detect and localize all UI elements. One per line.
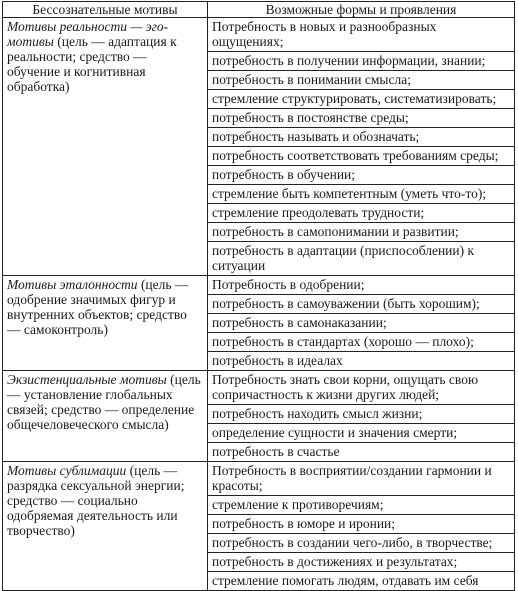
list-item: потребность в получении информации, знании; bbox=[208, 51, 514, 70]
list-item: потребность в адаптации (приспособлении) к ситуации bbox=[208, 241, 514, 275]
table-row bbox=[3, 18, 515, 276]
motive-cell bbox=[3, 462, 208, 591]
list-item: потребность в самоуважении (быть хорошим); bbox=[208, 294, 514, 313]
forms-cell bbox=[208, 462, 515, 591]
list-item: стремление преодолевать трудности; bbox=[208, 203, 514, 222]
motive-name: Мотивы реальности — эго-мотивы bbox=[7, 19, 169, 49]
motive-name: Экзистенциальные мотивы bbox=[7, 372, 167, 387]
list-item: Потребность в восприятии/создании гармонии и красоты; bbox=[212, 463, 492, 493]
list-item: потребность соответствовать требованиям среды; bbox=[208, 146, 514, 165]
header-possible-forms: Возможные формы и проявления bbox=[208, 2, 515, 18]
motive-description: (цель — адаптация к реальности; средство — обучение и когнитивная обработка) bbox=[7, 34, 177, 94]
list-item: стремление помогать людям, отдавать им себя bbox=[208, 571, 514, 590]
list-item: стремление к противоречиям; bbox=[208, 495, 514, 514]
table-row bbox=[3, 371, 515, 462]
motive-cell bbox=[3, 371, 208, 462]
forms-cell bbox=[208, 276, 515, 371]
list-item: потребность в счастье bbox=[208, 442, 514, 461]
list-item: потребность в достижениях и результатах; bbox=[208, 552, 514, 571]
list-item: потребность в юморе и иронии; bbox=[208, 514, 514, 533]
forms-cell bbox=[208, 18, 515, 276]
motive-cell bbox=[3, 276, 208, 371]
table-row bbox=[3, 276, 515, 371]
header-row bbox=[3, 2, 515, 18]
header-unconscious-motives: Бессознательные мотивы bbox=[3, 2, 208, 18]
motive-cell bbox=[3, 18, 208, 276]
list-item: Потребность в одобрении; bbox=[212, 277, 365, 292]
table-row bbox=[3, 462, 515, 591]
list-item: Потребность знать свои корни, ощущать свою сопричастность к жизни других людей; bbox=[212, 372, 479, 402]
motive-description: (цель — разрядка сексуальной энергии; средство — социально одобряемая деятельность или творчество) bbox=[7, 463, 185, 538]
motive-name: Мотивы сублимации bbox=[7, 463, 127, 478]
list-item: потребность в постоянстве среды; bbox=[208, 108, 514, 127]
list-item: потребность находить смысл жизни; bbox=[208, 404, 514, 423]
list-item: потребность в самопонимании и развитии; bbox=[208, 222, 514, 241]
list-item: потребность в самонаказании; bbox=[208, 313, 514, 332]
list-item: потребность в обучении; bbox=[208, 165, 514, 184]
list-item: потребность в понимании смысла; bbox=[208, 70, 514, 89]
motive-description: (цель — одобрение значимых фигур и внутренних объектов; средство — самоконтроль) bbox=[7, 277, 189, 337]
motive-description: (цель — установление глобальных связей; средство — определение общечеловеческого смысла) bbox=[7, 372, 201, 432]
list-item: потребность в идеалах bbox=[208, 351, 514, 370]
motive-name: Мотивы эталонности bbox=[7, 277, 138, 292]
list-item: стремление структурировать, систематизировать; bbox=[208, 89, 514, 108]
forms-cell bbox=[208, 371, 515, 462]
list-item: потребность называть и обозначать; bbox=[208, 127, 514, 146]
list-item: потребность в стандартах (хорошо — плохо); bbox=[208, 332, 514, 351]
list-item: стремление быть компетентным (уметь что-то); bbox=[208, 184, 514, 203]
list-item: определение сущности и значения смерти; bbox=[208, 423, 514, 442]
list-item: потребность в создании чего-либо, в творчестве; bbox=[208, 533, 514, 552]
list-item: Потребность в новых и разнообразных ощущениях; bbox=[212, 19, 437, 49]
motives-table bbox=[2, 1, 515, 591]
